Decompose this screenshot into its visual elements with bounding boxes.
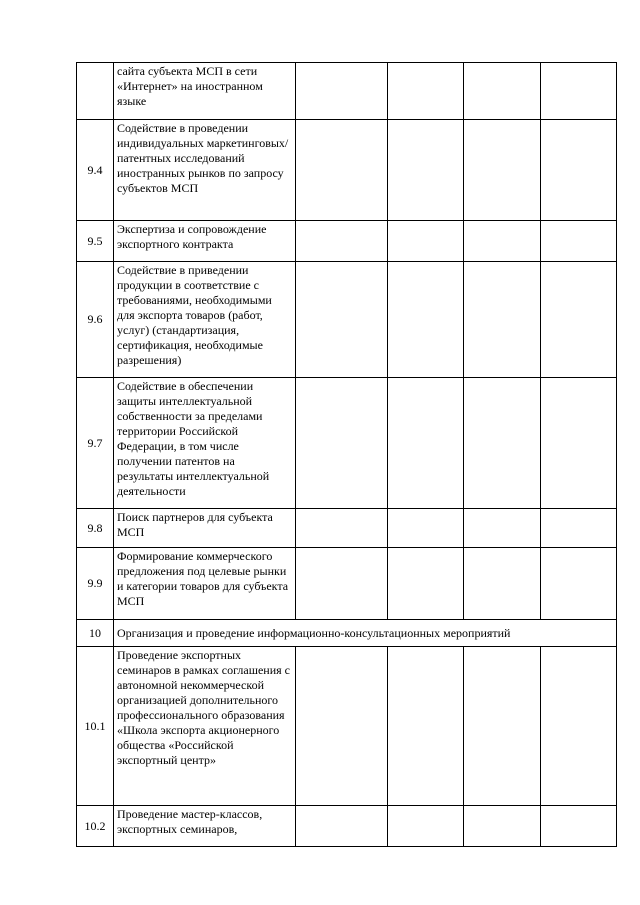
row-number: 9.7	[77, 378, 114, 509]
table-row	[77, 647, 617, 806]
row-number: 10.1	[77, 647, 114, 806]
empty-cell	[388, 120, 464, 221]
empty-cell	[541, 806, 617, 847]
empty-cell	[388, 647, 464, 806]
row-number: 9.4	[77, 120, 114, 221]
empty-cell	[296, 262, 388, 378]
empty-cell	[464, 647, 541, 806]
table-row	[77, 548, 617, 620]
table-row	[77, 378, 617, 509]
empty-cell	[296, 647, 388, 806]
empty-cell	[464, 120, 541, 221]
empty-cell	[388, 378, 464, 509]
empty-cell	[541, 120, 617, 221]
empty-cell	[296, 221, 388, 262]
row-number	[77, 63, 114, 120]
empty-cell	[296, 806, 388, 847]
empty-cell	[464, 509, 541, 548]
empty-cell	[296, 548, 388, 620]
empty-cell	[296, 63, 388, 120]
table-row	[77, 63, 617, 120]
measure-description: Содействие в обеспечении защиты интеллектуальной собственности за пределами территории Российской Федерации, в том числе получении патентов на результаты интеллектуальной деятельности	[114, 378, 296, 509]
empty-cell	[388, 63, 464, 120]
empty-cell	[296, 120, 388, 221]
empty-cell	[464, 262, 541, 378]
table-row	[77, 806, 617, 847]
empty-cell	[296, 378, 388, 509]
table-row	[77, 620, 617, 647]
measure-description: Проведение экспортных семинаров в рамках соглашения с автономной некоммерческой организацией дополнительного профессионального образования «Школа экспорта акционерного общества «Российской экспортный центр»	[114, 647, 296, 806]
empty-cell	[388, 262, 464, 378]
row-number: 10.2	[77, 806, 114, 847]
empty-cell	[388, 806, 464, 847]
empty-cell	[388, 221, 464, 262]
table-row	[77, 509, 617, 548]
measure-description: Экспертиза и сопровождение экспортного контракта	[114, 221, 296, 262]
row-number: 9.5	[77, 221, 114, 262]
empty-cell	[296, 509, 388, 548]
empty-cell	[388, 548, 464, 620]
row-number: 9.6	[77, 262, 114, 378]
empty-cell	[541, 647, 617, 806]
empty-cell	[464, 63, 541, 120]
empty-cell	[388, 509, 464, 548]
empty-cell	[541, 63, 617, 120]
row-number: 9.9	[77, 548, 114, 620]
measure-description: Содействие в проведении индивидуальных маркетинговых/патентных исследований иностранных рынков по запросу субъектов МСП	[114, 120, 296, 221]
row-number: 10	[77, 620, 114, 647]
measure-description: Организация и проведение информационно-консультационных мероприятий	[114, 620, 617, 647]
row-number: 9.8	[77, 509, 114, 548]
empty-cell	[541, 378, 617, 509]
empty-cell	[464, 378, 541, 509]
empty-cell	[464, 548, 541, 620]
measures-table	[76, 62, 617, 847]
measure-description: Содействие в приведении продукции в соответствие с требованиями, необходимыми для экспорта товаров (работ, услуг) (стандартизация, сертификация, необходимые разрешения)	[114, 262, 296, 378]
empty-cell	[541, 548, 617, 620]
empty-cell	[541, 262, 617, 378]
empty-cell	[541, 509, 617, 548]
empty-cell	[464, 221, 541, 262]
measure-description: Формирование коммерческого предложения под целевые рынки и категории товаров для субъекта МСП	[114, 548, 296, 620]
empty-cell	[464, 806, 541, 847]
table-row	[77, 262, 617, 378]
table-row	[77, 221, 617, 262]
measure-description: сайта субъекта МСП в сети «Интернет» на иностранном языке	[114, 63, 296, 120]
empty-cell	[541, 221, 617, 262]
measure-description: Поиск партнеров для субъекта МСП	[114, 509, 296, 548]
measure-description: Проведение мастер-классов, экспортных семинаров,	[114, 806, 296, 847]
table-row	[77, 120, 617, 221]
